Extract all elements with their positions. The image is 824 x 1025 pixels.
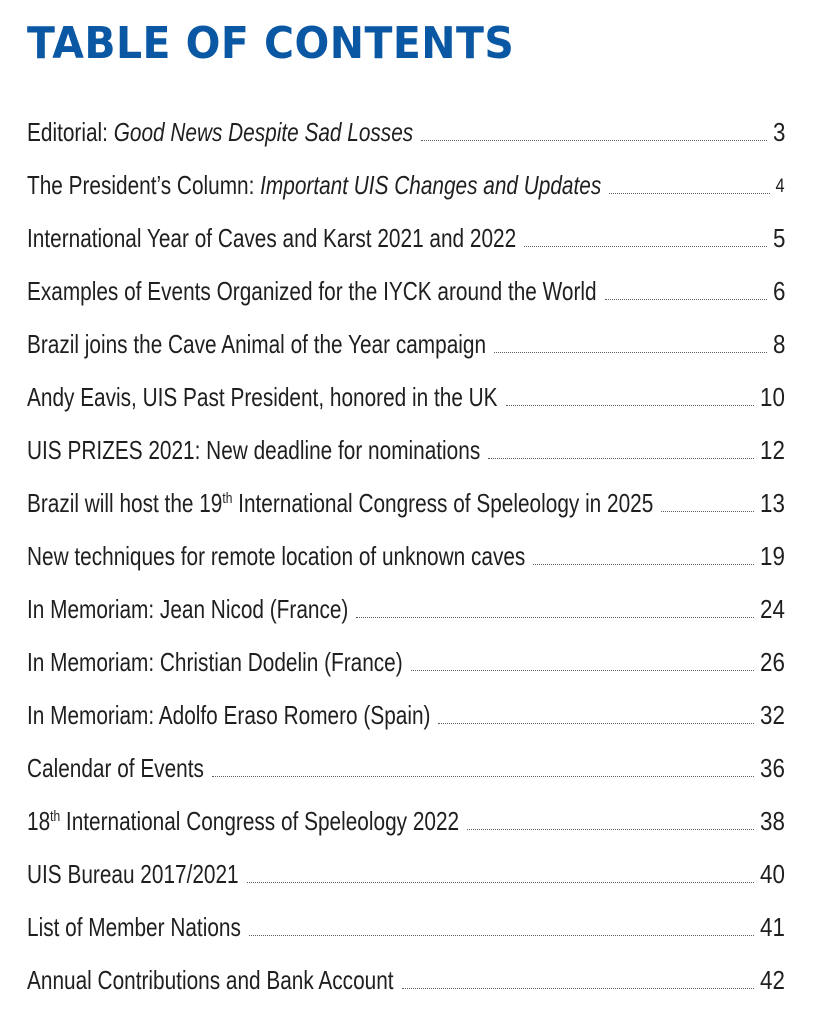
page-number: 36	[760, 753, 785, 783]
page-number: 8	[772, 329, 785, 359]
toc-entry-uis-bureau[interactable]	[27, 851, 785, 904]
dot-leader	[488, 458, 754, 459]
page-title: TABLE OF CONTENTS	[27, 18, 515, 69]
toc-entry-presidents-column[interactable]	[27, 162, 785, 215]
dot-leader	[212, 776, 754, 777]
page-number: 32	[760, 700, 785, 730]
entry-title: UIS Bureau 2017/2021	[27, 859, 239, 889]
page-number: 4	[775, 176, 785, 197]
page-number: 6	[772, 276, 785, 306]
page-number: 5	[772, 223, 785, 253]
entry-title: International Year of Caves and Karst 2021 and 2022	[27, 223, 517, 253]
toc-entry-calendar[interactable]	[27, 745, 785, 798]
toc-entry-brazil-host-congress[interactable]	[27, 480, 785, 533]
toc-entry-annual-contributions[interactable]	[27, 957, 785, 1010]
entry-title: In Memoriam: Christian Dodelin (France)	[27, 647, 403, 677]
entry-title: Annual Contributions and Bank Account	[27, 965, 394, 995]
dot-leader	[249, 935, 754, 936]
entry-title: Brazil will host the 19th International Congress of Speleology in 2025	[27, 488, 654, 518]
dot-leader	[411, 670, 754, 671]
page-number: 12	[760, 435, 785, 465]
toc-entry-editorial[interactable]	[27, 109, 785, 162]
toc-entry-memoriam-eraso[interactable]	[27, 692, 785, 745]
dot-leader	[533, 564, 754, 565]
toc-entry-member-nations[interactable]	[27, 904, 785, 957]
entry-title: New techniques for remote location of unknown caves	[27, 541, 526, 571]
entry-title: UIS PRIZES 2021: New deadline for nominations	[27, 435, 481, 465]
dot-leader	[494, 352, 767, 353]
dot-leader	[247, 882, 754, 883]
dot-leader	[506, 405, 755, 406]
toc-entry-cave-animal[interactable]	[27, 321, 785, 374]
page-number: 10	[760, 382, 785, 412]
page-number: 38	[760, 806, 785, 836]
page-number: 26	[760, 647, 785, 677]
toc-entry-iyck-events[interactable]	[27, 268, 785, 321]
dot-leader	[524, 246, 766, 247]
toc-entry-18th-congress[interactable]	[27, 798, 785, 851]
dot-leader	[661, 511, 754, 512]
page-number: 41	[760, 912, 785, 942]
page-number: 24	[760, 594, 785, 624]
page-number: 19	[760, 541, 785, 571]
dot-leader	[605, 299, 767, 300]
toc-entry-memoriam-dodelin[interactable]	[27, 639, 785, 692]
entry-title: List of Member Nations	[27, 912, 241, 942]
toc-entry-iyck[interactable]	[27, 215, 785, 268]
toc-entry-remote-location[interactable]	[27, 533, 785, 586]
entry-title: The President’s Column: Important UIS Changes and Updates	[27, 170, 602, 200]
page-number: 3	[772, 117, 785, 147]
toc-entry-memoriam-nicod[interactable]	[27, 586, 785, 639]
dot-leader	[438, 723, 754, 724]
entry-title: Calendar of Events	[27, 753, 204, 783]
toc-entry-andy-eavis[interactable]	[27, 374, 785, 427]
dot-leader	[467, 829, 754, 830]
dot-leader	[356, 617, 754, 618]
entry-title: In Memoriam: Adolfo Eraso Romero (Spain)	[27, 700, 431, 730]
toc-entry-uis-prizes[interactable]	[27, 427, 785, 480]
entry-title: Examples of Events Organized for the IYCK around the World	[27, 276, 597, 306]
entry-title: In Memoriam: Jean Nicod (France)	[27, 594, 349, 624]
entry-title: Brazil joins the Cave Animal of the Year campaign	[27, 329, 487, 359]
page-number: 40	[760, 859, 785, 889]
toc-list	[27, 109, 785, 1010]
dot-leader	[609, 193, 770, 194]
page-number: 13	[760, 488, 785, 518]
page-number: 42	[760, 965, 785, 995]
dot-leader	[402, 988, 755, 989]
entry-title: Editorial: Good News Despite Sad Losses	[27, 117, 414, 147]
dot-leader	[421, 140, 766, 141]
entry-title: 18th International Congress of Speleology 2022	[27, 806, 460, 836]
entry-title: Andy Eavis, UIS Past President, honored in the UK	[27, 382, 498, 412]
